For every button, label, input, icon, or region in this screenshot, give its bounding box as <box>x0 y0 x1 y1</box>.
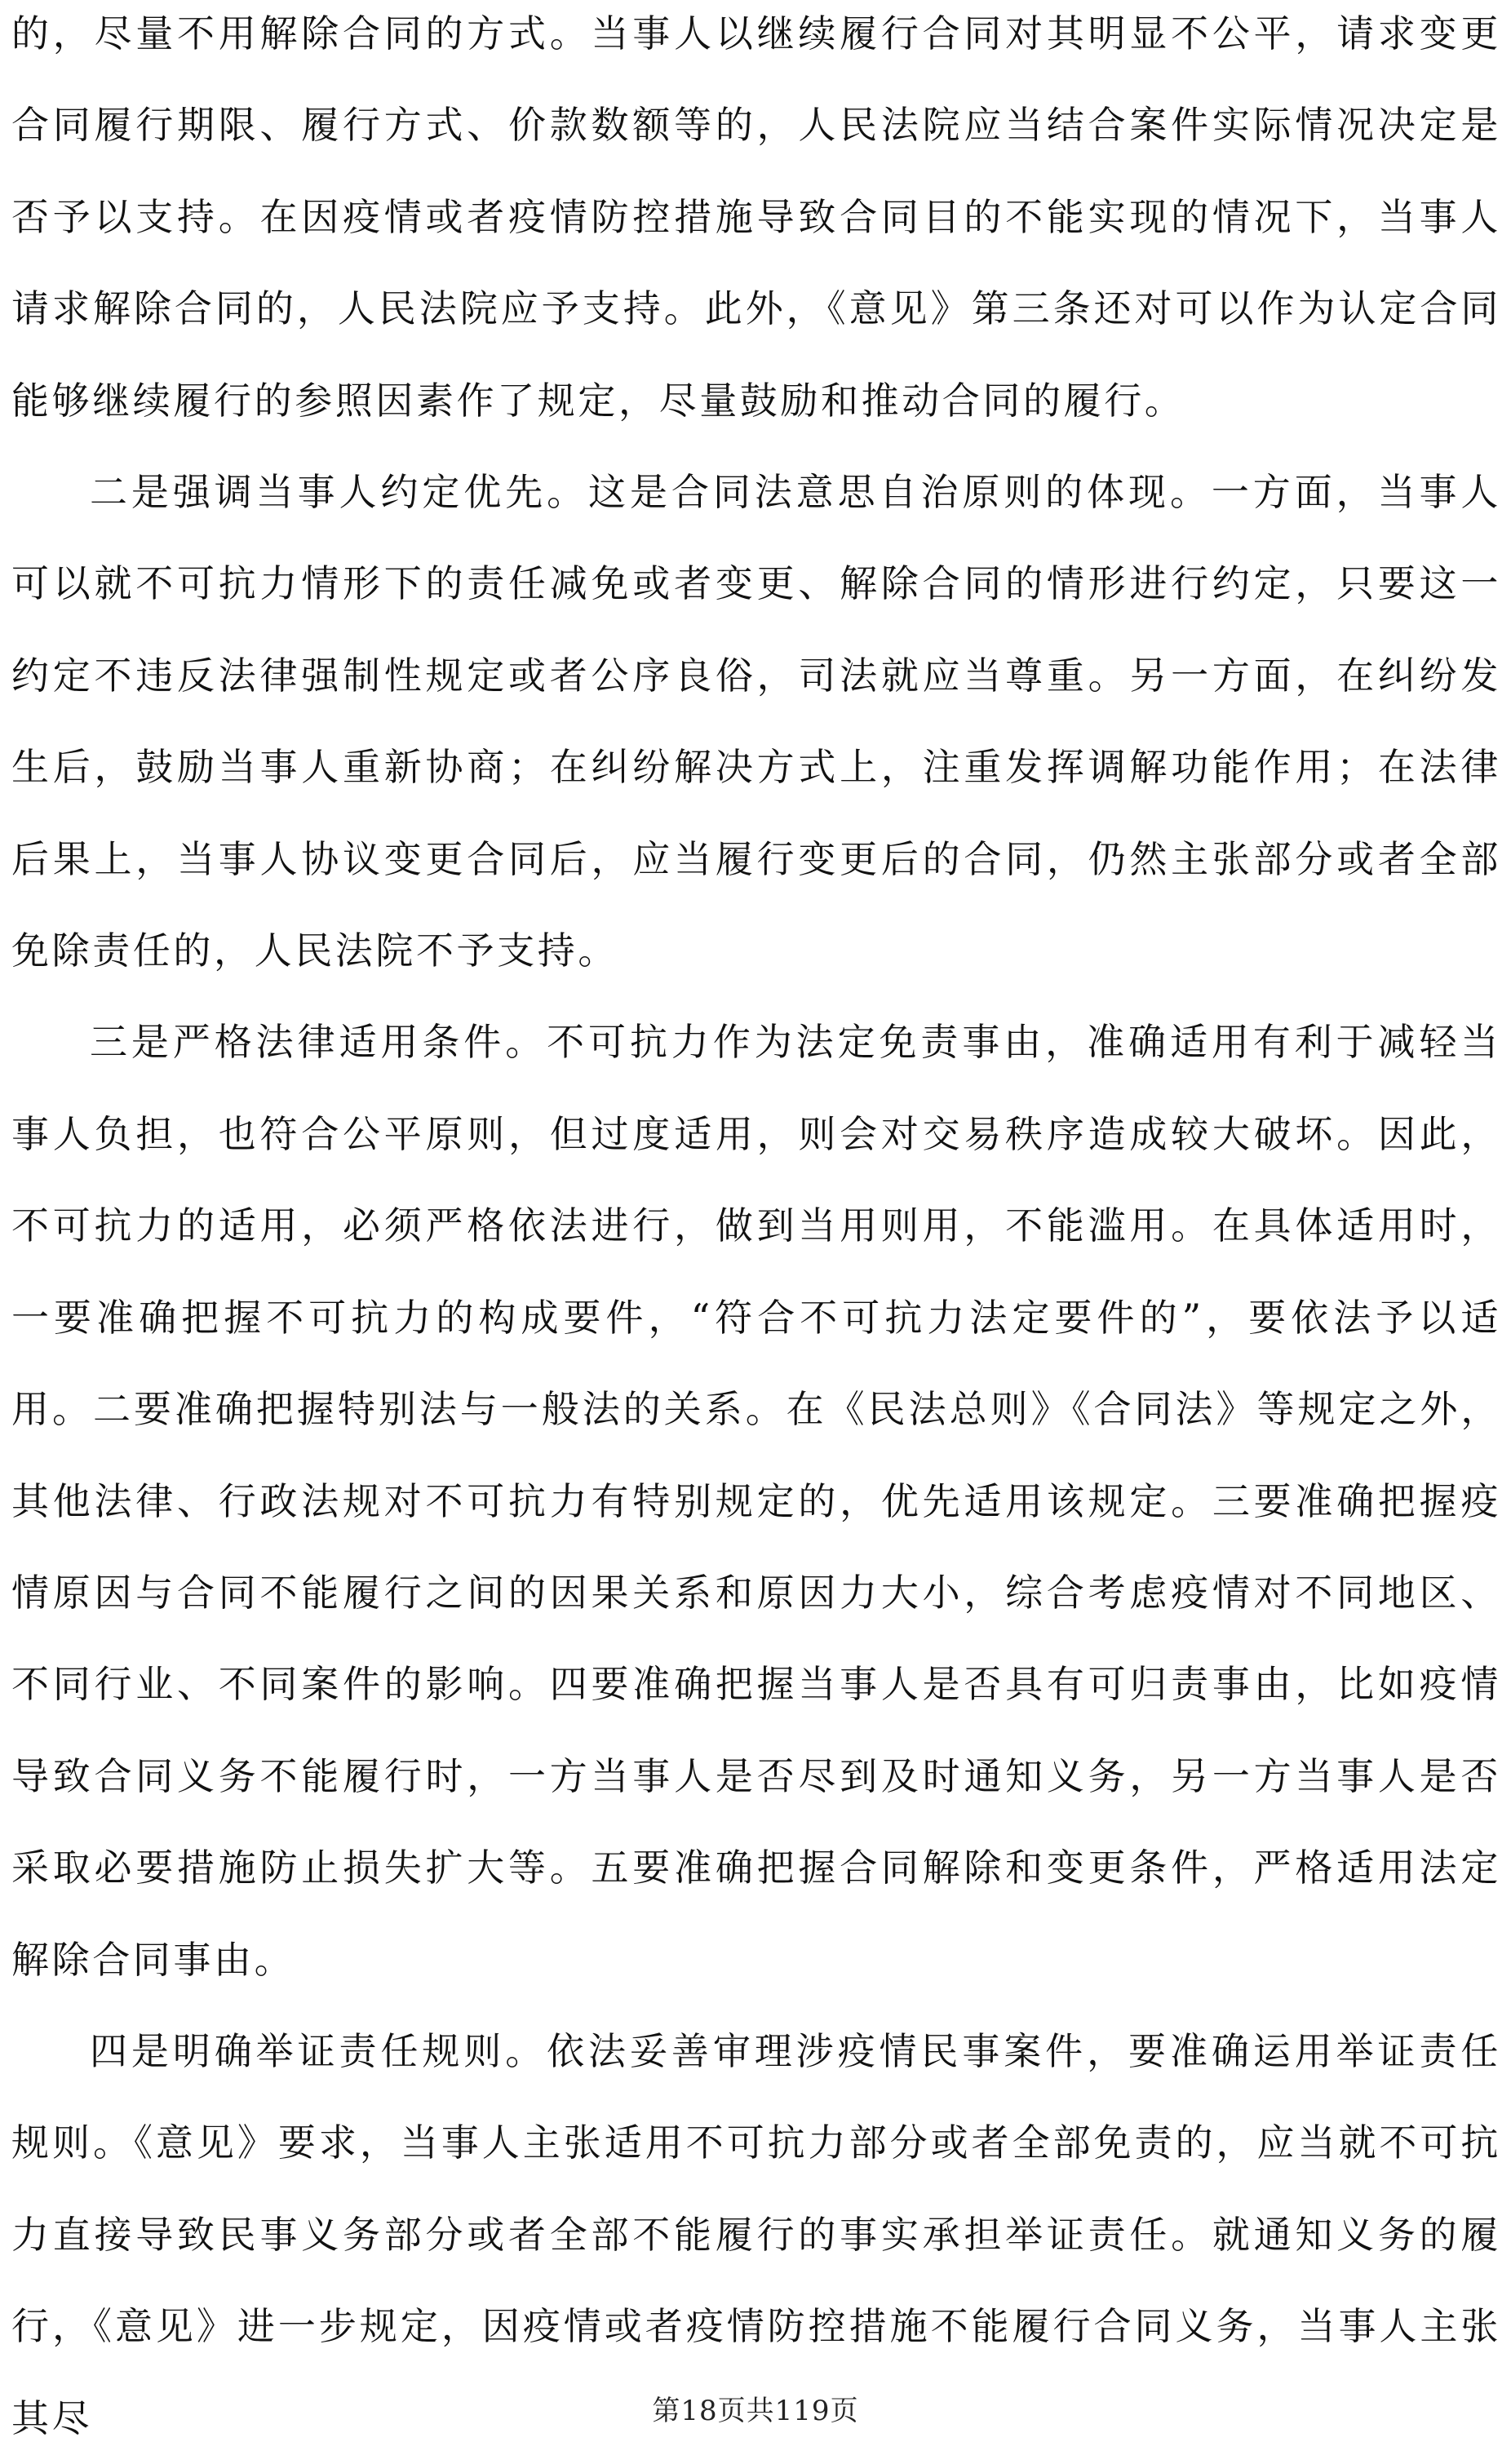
paragraph-3: 三是严格法律适用条件。不可抗力作为法定免责事由，准确适用有利于减轻当事人负担，也符合公平原则，但过度适用，则会对交易秩序造成较大破坏。因此，不可抗力的适用，必须严格依法进行，做到当用则用，不能滥用。在具体适用时，一要准确把握不可抗力的构成要件，“符合不可抗力法定要件的”，要依法予以适用。二要准确把握特别法与一般法的关系。在《民法总则》《合同法》等规定之外，其他法律、行政法规对不可抗力有特别规定的，优先适用该规定。三要准确把握疫情原因与合同不能履行之间的因果关系和原因力大小，综合考虑疫情对不同地区、不同行业、不同案件的影响。四要准确把握当事人是否具有可归责事由，比如疫情导致合同义务不能履行时，一方当事人是否尽到及时通知义务，另一方当事人是否采取必要措施防止损失扩大等。五要准确把握合同解除和变更条件，严格适用法定解除合同事由。 <box>11 1020 1501 1982</box>
paragraph-2: 二是强调当事人约定优先。这是合同法意思自治原则的体现。一方面，当事人可以就不可抗力情形下的责任减免或者变更、解除合同的情形进行约定，只要这一约定不违反法律强制性规定或者公序良俗，司法就应当尊重。另一方面，在纠纷发生后，鼓励当事人重新协商；在纠纷解决方式上，注重发挥调解功能作用；在法律后果上，当事人协议变更合同后，应当履行变更后的合同，仍然主张部分或者全部免除责任的，人民法院不予支持。 <box>11 470 1501 973</box>
paragraph-4: 四是明确举证责任规则。依法妥善审理涉疫情民事案件，要准确运用举证责任规则。《意见》要求，当事人主张适用不可抗力部分或者全部免责的，应当就不可抗力直接导致民事义务部分或者全部不能履行的事实承担举证责任。就通知义务的履行，《意见》进一步规定，因疫情或者疫情防控措施不能履行合同义务，当事人主张其尽 <box>11 2028 1501 2440</box>
paragraph-1: 的，尽量不用解除合同的方式。当事人以继续履行合同对其明显不公平，请求变更合同履行期限、履行方式、价款数额等的，人民法院应当结合案件实际情况决定是否予以支持。在因疫情或者疫情防控措施导致合同目的不能实现的情况下，当事人请求解除合同的，人民法院应予支持。此外，《意见》第三条还对可以作为认定合同能够继续履行的参照因素作了规定，尽量鼓励和推动合同的履行。 <box>11 11 1501 423</box>
page-number-footer: 第18页共119页 <box>652 2395 859 2427</box>
body-text <box>11 0 1501 2464</box>
